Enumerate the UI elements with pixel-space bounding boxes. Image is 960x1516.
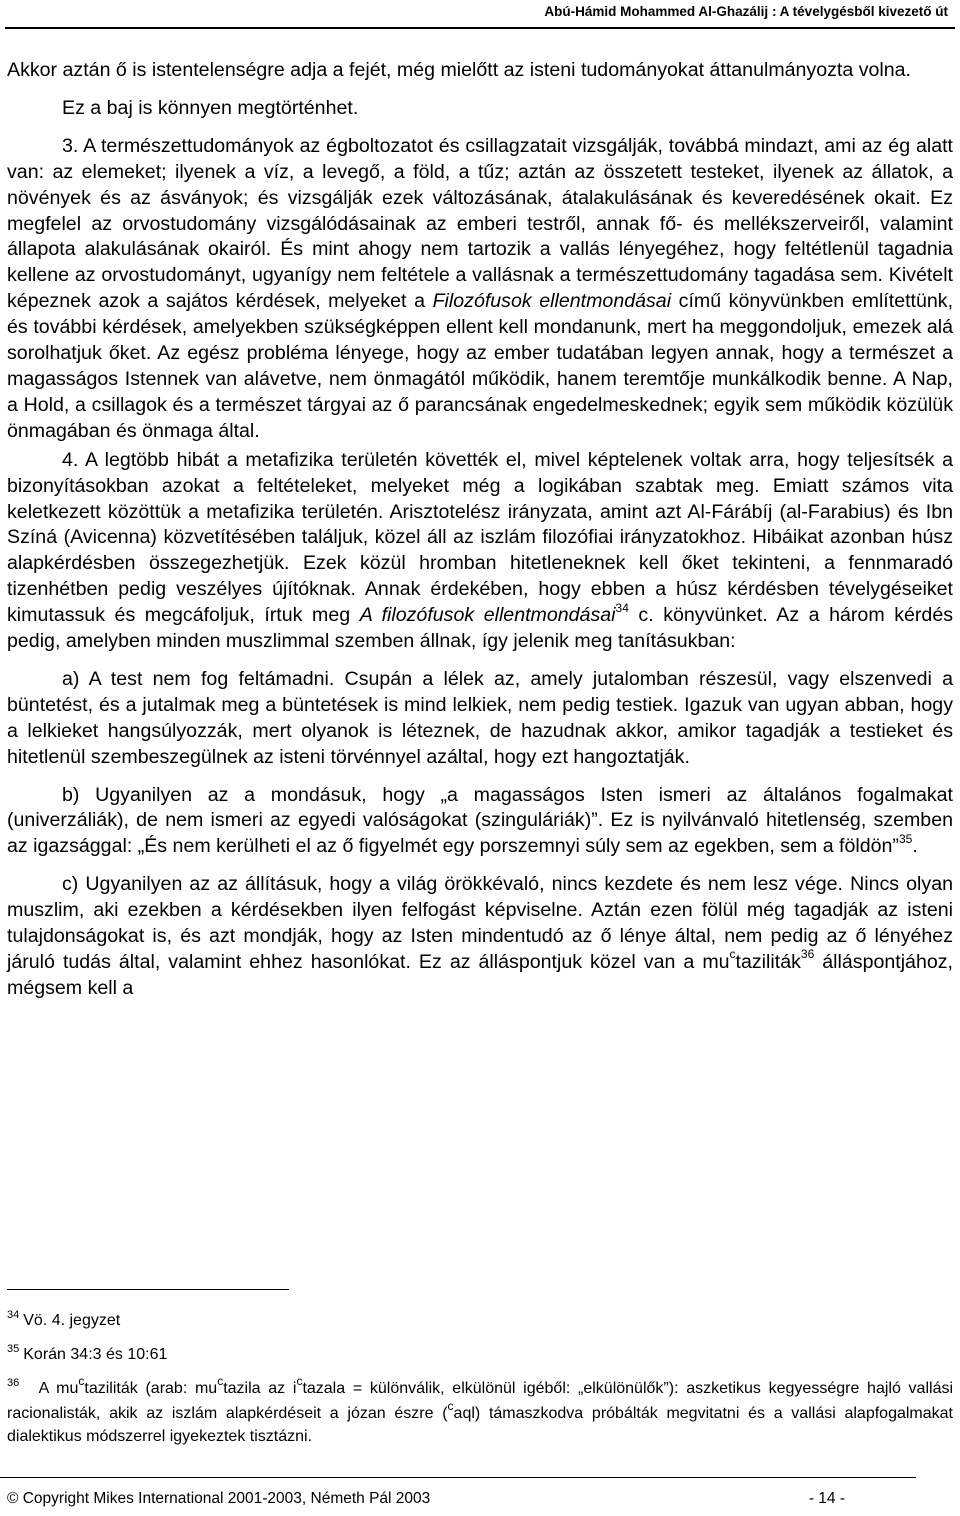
paragraph-3 [7, 134, 953, 445]
superscript-c: c [729, 947, 736, 962]
footnote-number: 36 [7, 1377, 20, 1389]
paragraph-4-text: 4. A legtöbb hibát a metafizika területén követték el, mivel képtelenek voltak arra, hogy teljesítsék a bizonyításokban azokat a feltételeket, melyeket még a logikában szabtak meg. Emiatt számos vita keletkezett közöttük a metafizika területén. Arisztotelész irányzata, amint azt Al-Fárábíj (al-Farabius) és Ibn Színá (Avicenna) közvetítésében találjuk, közel áll az iszlám filozófiai irányzatokhoz. Hibáikat azonban húsz alapkérdésben összegezhetjük. Ezek közül hromban hitetleneknek kell őket tekinteni, a fennmaradó tizenhétben pedig veszélyes újítóknak. Annak érdekében, hogy ebben a húsz kérdésben tévelygéseiket kimutassuk és megcáfoljuk, írtuk meg [7, 448, 953, 627]
superscript-c: c [296, 1373, 303, 1388]
paragraph-5: a) A test nem fog feltámadni. Csupán a lélek az, amely jutalomban részesül, vagy elszenvedi a büntetést, és a jutalmak meg a büntetések is mind lelkiek, nem pedig testiek. Igazuk van ugyan abban, hogy a lelkieket hangsúlyozzák, mert olyanok is léteznek, de hazudnak akkor, amikor tagadják a testieket és hitetlenül szembeszegülnek az isteni törvénnyel azáltal, hogy ezt hangoztatják. [7, 667, 953, 768]
word-tazilitak: taziliták [735, 951, 801, 973]
header-divider [5, 27, 955, 29]
footnote-ref-36[interactable]: 36 [800, 947, 815, 962]
footnote-number: 34 [7, 1309, 20, 1321]
footnote-ref-34[interactable]: 34 [615, 600, 629, 615]
paragraph-7 [7, 872, 953, 1002]
paragraph-4 [7, 448, 953, 655]
footer-divider [0, 1477, 916, 1478]
paragraph-1: Akkor aztán ő is istentelenségre adja a fejét, még mielőtt az isteni tudományokat áttanulmányozta volna. [7, 59, 911, 81]
footnote-text: tazila az i [223, 1380, 297, 1397]
footnote-number: 35 [7, 1343, 20, 1355]
superscript-c: c [217, 1373, 224, 1388]
footnote-divider [7, 1289, 289, 1290]
page-footer [7, 1490, 845, 1508]
footnote-35 [7, 1343, 953, 1368]
running-header: Abú-Hámid Mohammed Al-Ghazálij : A tévelygésből kivezető út [544, 4, 948, 19]
footnote-text: Vö. 4. jegyzet [23, 1312, 121, 1329]
paragraph-7-text: c) Ugyanilyen az az állításuk, hogy a világ örökkévaló, nincs kezdete és nem lesz vége. Nincs olyan muszlim, aki ezekben a kérdésekben ilyen felfogást képviselne. Aztán ezen fölül még tagadják az isteni tulajdonságokat is, és azt mondják, hogy az Isten mindentudó az ő lénye által, nem pedig az ő lényéhez járuló tudás által, valamint ehhez hasonlókat. Ez az álláspontjuk közel van a mu [7, 873, 953, 973]
italic-book-title: A filozófusok ellentmondásai [359, 604, 616, 627]
paragraph-6 [7, 783, 953, 861]
paragraph-6-text: b) Ugyanilyen az a mondásuk, hogy „a magasságos Isten ismeri az általános fogalmakat (univerzáliák), de nem ismeri az egyedi valóságokat (szinguláriák)”. Ez is nyilvánvaló hitetlenség, szemben az igazsággal: „És nem kerülheti el az ő figyelmét egy porszemnyi súly sem az egekben, sem a földön” [7, 783, 953, 858]
footnote-text: taziliták (arab: mu [84, 1380, 218, 1397]
paragraph-7-text-cont: álláspontjához, mégsem kell a [7, 951, 953, 999]
copyright-notice: © Copyright Mikes International 2001-2003, Németh Pál 2003 [7, 1490, 431, 1507]
page-number: - 14 - [808, 1490, 845, 1507]
superscript-c: c [78, 1373, 85, 1388]
footnote-34 [7, 1309, 953, 1334]
paragraph-3-text-cont: című könyvünkben említettünk, és további kérdések, amelyekben szükségképpen ellent kell mondanunk, mert ha meggondoljuk, emezek alá sorolhatjuk őket. Az egész probléma lényege, hogy az ember tudatában legyen annak, hogy a természet a magasságos Istennek van alávetve, nem önmagától működik, hanem teremtője munkálkodik benne. A Nap, a Hold, a csillagok és a természet tárgyai az ő parancsának engedelmeskednek; egyik sem működik közülük önmagában és önmaga által. [7, 290, 954, 442]
italic-book-title: Filozófusok ellentmondásai [432, 290, 672, 313]
footnote-text: tazala = különválik, elkülönül igéből: „elkülönülők”): aszketikus kegyességre hajló vallási racionalisták, akik az iszlám alapkérdéseit a józan észre ( [7, 1380, 954, 1422]
footnote-ref-35[interactable]: 35 [898, 831, 913, 846]
footnotes [7, 1309, 953, 1448]
paragraph-4-text-cont: c. könyvünket. Az a három kérdés pedig, amelyben minden muszlimmal szemben állnak, így jelenik meg tanításukban: [7, 604, 954, 653]
paragraph-2: Ez a baj is könnyen megtörténhet. [62, 96, 359, 119]
superscript-c: c [447, 1398, 454, 1413]
main-text [7, 58, 953, 1002]
footnote-text: aql) támaszkodva próbálták megvitatni és a vallási alapfogalmakat dialektikus módszerrel igyekeztek tisztázni. [7, 1405, 953, 1445]
paragraph-6-end: . [912, 835, 918, 858]
footnote-text: Korán 34:3 és 10:61 [23, 1346, 168, 1363]
footnote-text: A mu [38, 1380, 79, 1397]
paragraph-3-text: 3. A természettudományok az égboltozatot és csillagzatait vizsgálják, továbbá mindazt, ami az ég alatt van: az elemeket; ilyenek a víz, a levegő, a föld, a tűz; aztán az összetett testeket, ilyenek az állatok, a növények és az ásványok; és vizsgálják ezek változásának, átalakulásának és keveredésének okait. Ez megfelel az orvostudomány vizsgálódásainak az emberi testről, annak fő- és mellékszerveiről, valamint állapota alakulásának okairól. És mint ahogy nem tartozik a vallás lényegéhez, hogy feltétlenül tagadnia kellene az orvostudományt, ugyanígy nem feltétele a vallásnak a természettudomány tagadása sem. Kivételt képeznek azok a sajátos kérdések, melyeket a [7, 134, 953, 313]
footnote-36 [7, 1373, 954, 1448]
